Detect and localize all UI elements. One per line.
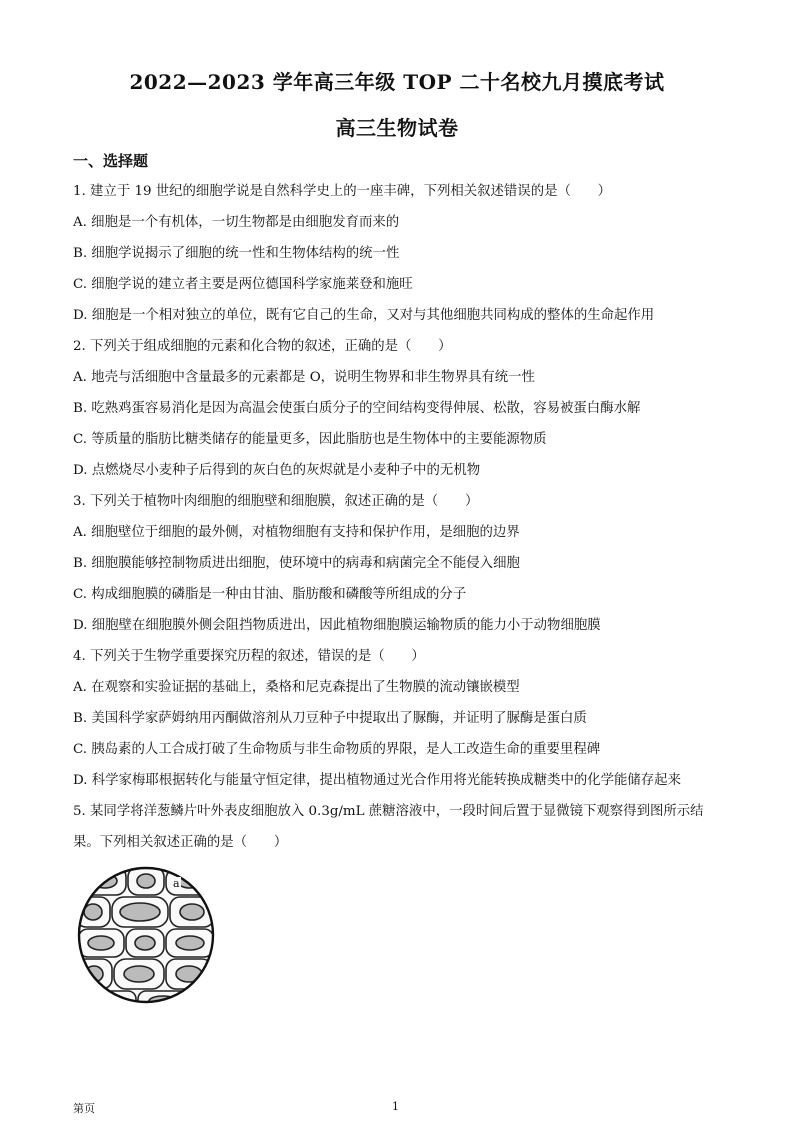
question-1-option-d: D. 细胞是一个相对独立的单位，既有它自己的生命，又对与其他细胞共同构成的整体的生命起作用 <box>73 308 655 323</box>
question-4-option-b: B. 美国科学家萨姆纳用丙酮做溶剂从刀豆种子中提取出了脲酶，并证明了脲酶是蛋白质 <box>73 711 587 726</box>
question-5-stem-line-2: 果。下列相关叙述正确的是（ ） <box>73 835 288 850</box>
page-number: 1 <box>392 1100 399 1113</box>
question-4-option-a: A. 在观察和实验证据的基础上，桑格和尼克森提出了生物膜的流动镶嵌模型 <box>73 680 520 695</box>
exam-subtitle: 高三生物试卷 <box>335 116 459 140</box>
question-2-option-d: D. 点燃烧尽小麦种子后得到的灰白色的灰烬就是小麦种子中的无机物 <box>73 463 481 478</box>
figure-label-a: a <box>173 877 180 890</box>
question-4-option-c: C. 胰岛素的人工合成打破了生命物质与非生命物质的界限，是人工改造生命的重要里程碑 <box>73 742 601 757</box>
cell-diagram-icon <box>76 865 216 1005</box>
section-heading: 一、选择题 <box>73 152 149 170</box>
question-list <box>73 176 723 858</box>
question-1-stem: 1. 建立于 19 世纪的细胞学说是自然科学史上的一座丰碑，下列相关叙述错误的是（ ） <box>73 184 612 199</box>
question-3-option-a: A. 细胞壁位于细胞的最外侧，对植物细胞有支持和保护作用，是细胞的边界 <box>73 525 520 540</box>
question-1-option-c: C. 细胞学说的建立者主要是两位德国科学家施莱登和施旺 <box>73 277 413 292</box>
question-2-option-a: A. 地壳与活细胞中含量最多的元素都是 O，说明生物界和非生物界具有统一性 <box>73 370 535 385</box>
footer-label: 第页 <box>73 1102 95 1115</box>
question-3-option-b: B. 细胞膜能够控制物质进出细胞，使环境中的病毒和病菌完全不能侵入细胞 <box>73 556 520 571</box>
question-2-option-c: C. 等质量的脂肪比糖类储存的能量更多，因此脂肪也是生物体中的主要能源物质 <box>73 432 547 447</box>
question-3-option-d: D. 细胞壁在细胞膜外侧会阻挡物质进出，因此植物细胞膜运输物质的能力小于动物细胞膜 <box>73 618 601 633</box>
question-3-option-c: C. 构成细胞膜的磷脂是一种由甘油、脂肪酸和磷酸等所组成的分子 <box>73 587 467 602</box>
question-1-option-a: A. 细胞是一个有机体，一切生物都是由细胞发育而来的 <box>73 215 400 230</box>
question-1-option-b: B. 细胞学说揭示了细胞的统一性和生物体结构的统一性 <box>73 246 400 261</box>
question-3-stem: 3. 下列关于植物叶肉细胞的细胞壁和细胞膜，叙述正确的是（ ） <box>73 494 479 509</box>
question-4-option-d: D. 科学家梅耶根据转化与能量守恒定律，提出植物通过光合作用将光能转换成糖类中的化学能储存起来 <box>73 773 681 788</box>
question-2-stem: 2. 下列关于组成细胞的元素和化合物的叙述，正确的是（ ） <box>73 339 452 354</box>
exam-title: 2022—2023 学年高三年级 TOP 二十名校九月摸底考试 <box>129 70 665 94</box>
question-5-stem-line-1: 5. 某同学将洋葱鳞片叶外表皮细胞放入 0.3g/mL 蔗糖溶液中，一段时间后置于显微镜下观察得到图所示结 <box>73 804 704 819</box>
microscope-cells-figure <box>76 865 216 1005</box>
question-2-option-b: B. 吃熟鸡蛋容易消化是因为高温会使蛋白质分子的空间结构变得伸展、松散，容易被蛋白酶水解 <box>73 401 641 416</box>
question-4-stem: 4. 下列关于生物学重要探究历程的叙述，错误的是（ ） <box>73 649 425 664</box>
